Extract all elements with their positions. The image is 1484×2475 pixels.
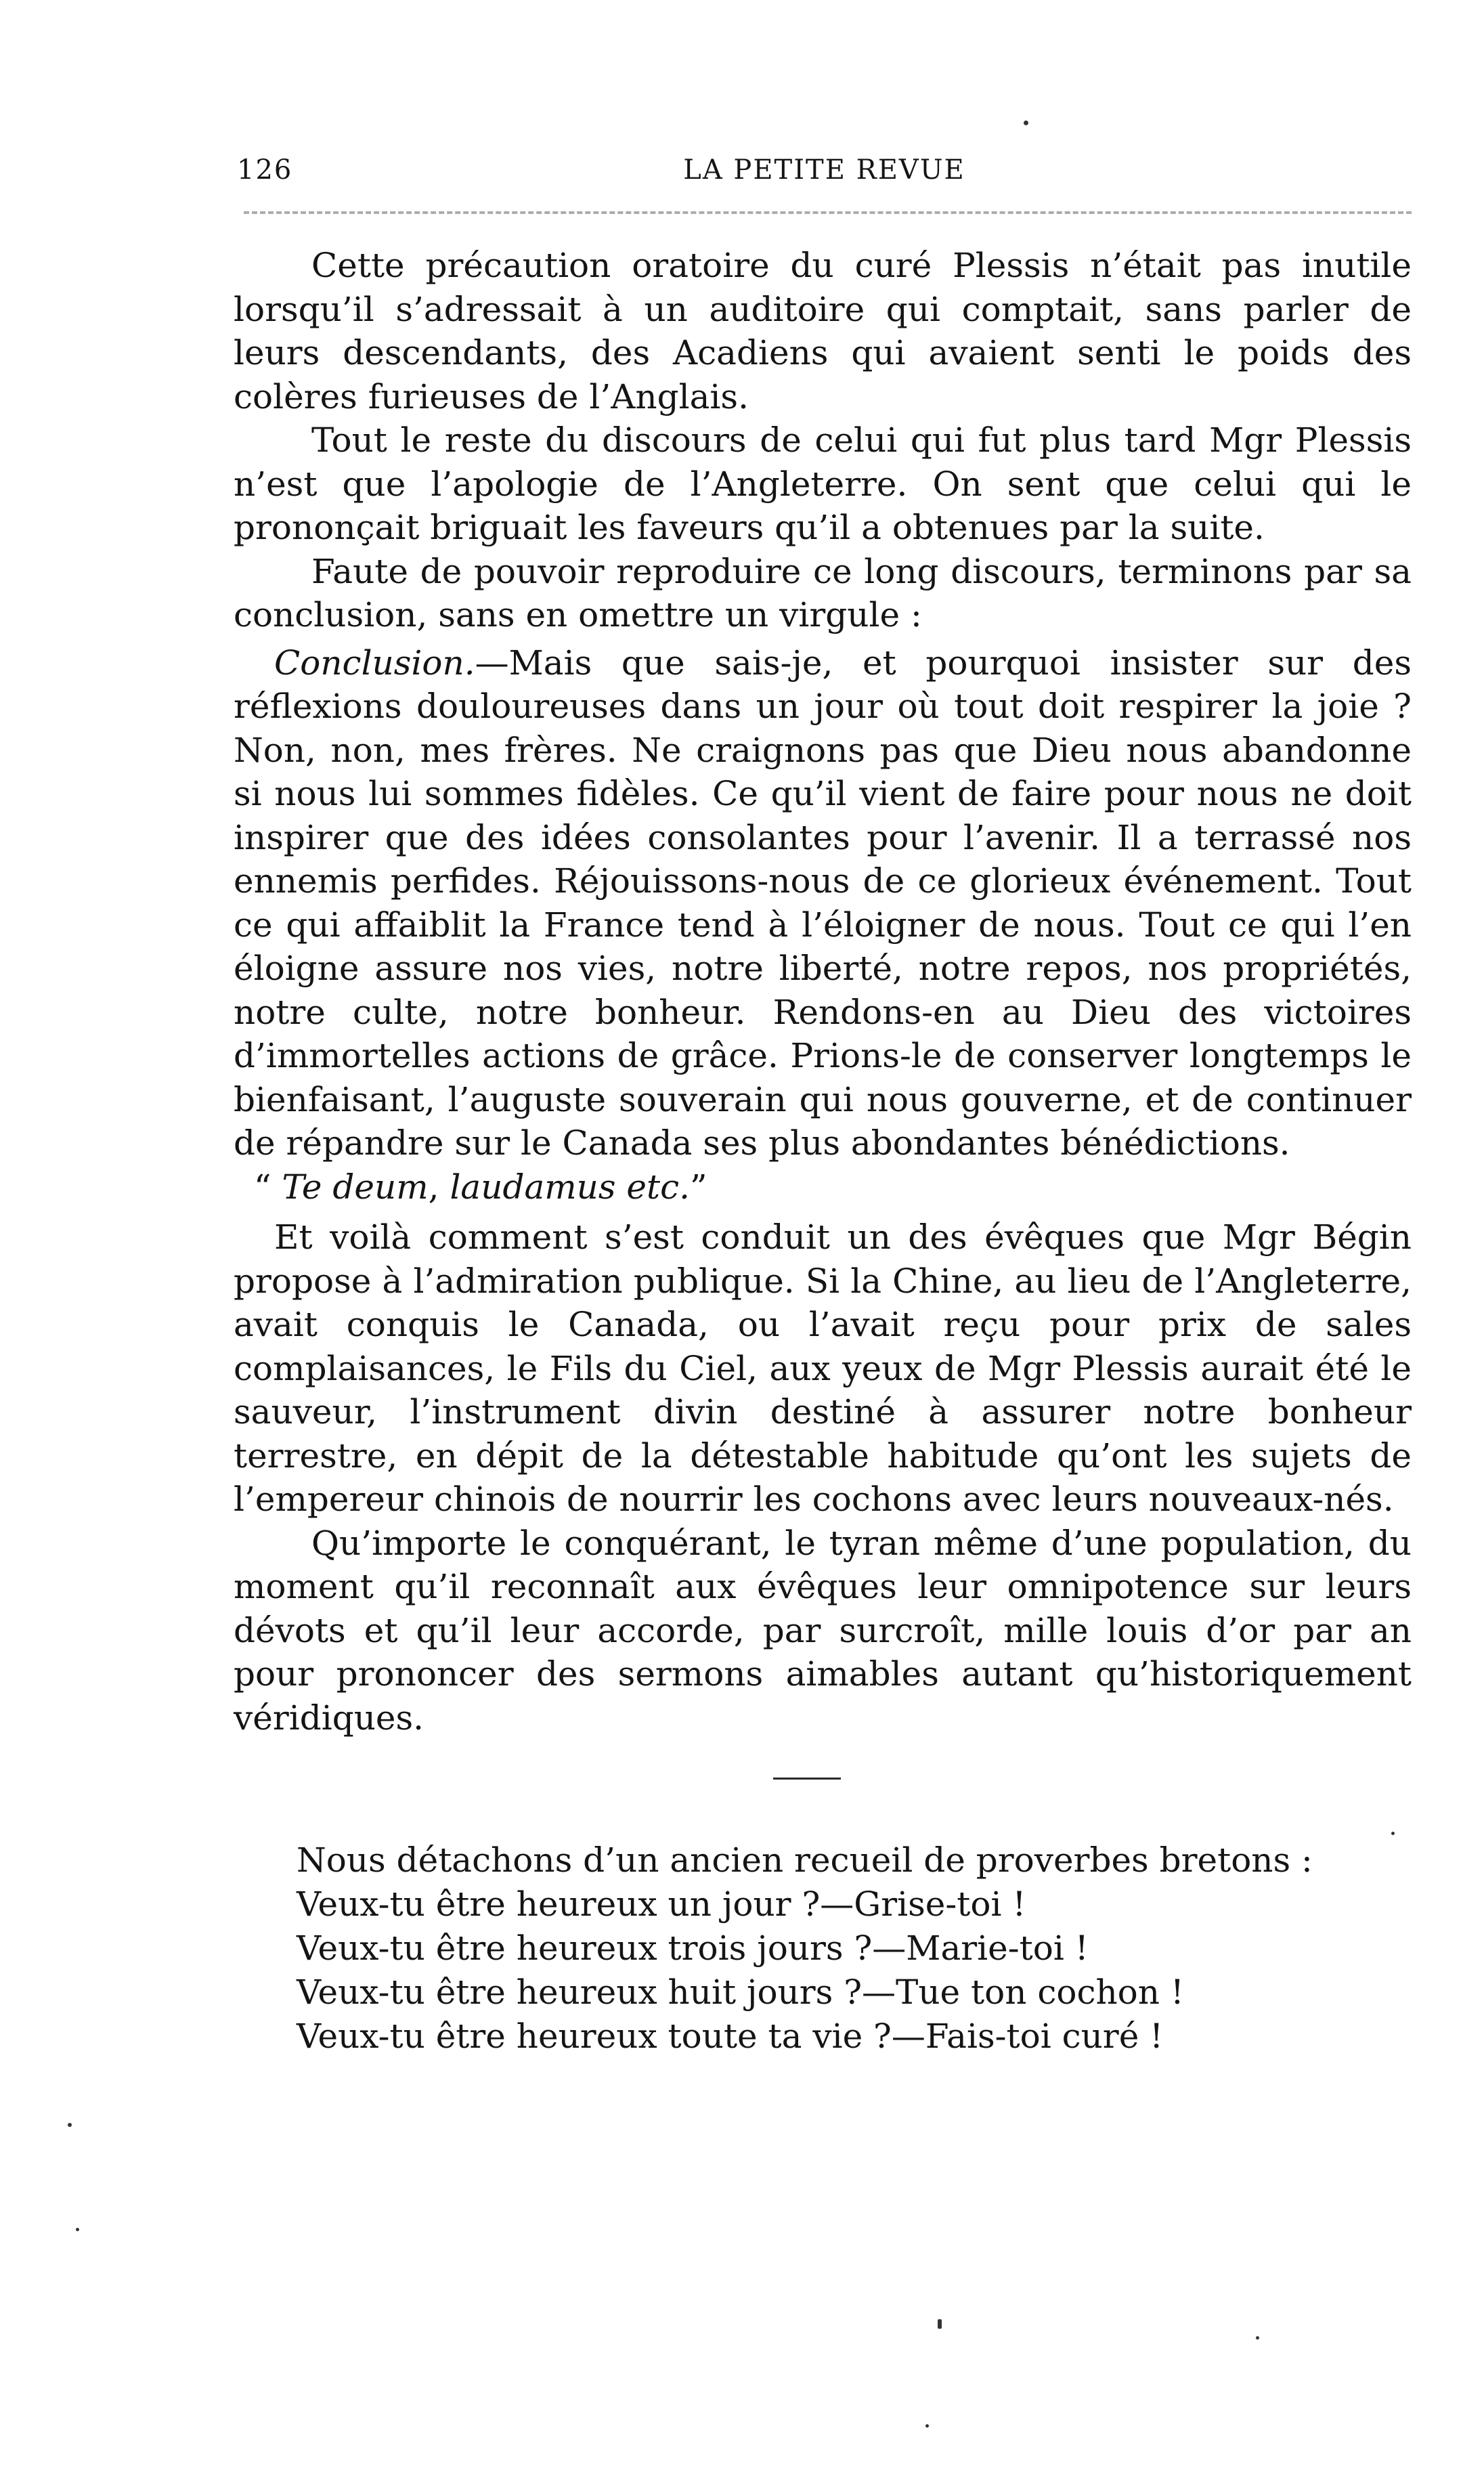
paragraph-1: Cette précaution oratoire du curé Plessis n’était pas inutile lorsqu’il s’adressait à un auditoire qui comptait, sans parler de leurs descendants, des Acadiens qui avaient senti le poids des colères furieuses de l’Anglais. [234, 246, 1412, 416]
te-deum-text: Te deum [282, 1167, 429, 1207]
proverbs-list [297, 1882, 1414, 2059]
paragraph-2: Tout le reste du discours de celui qui fut plus tard Mgr Plessis n’est que l’apologie de l’Angleterre. On sent que celui qui le prononçait briguait les faveurs qu’il a obtenues par la suite. [234, 421, 1412, 547]
scan-speck [76, 2228, 79, 2231]
conclusion-text: —Mais que sais-je, et pourquoi insister sur des réflexions douloureuses dans un jour où tout doit respirer la joie ? Non, non, mes frères. Ne craignons pas que Dieu nous abandonne si nous lui sommes fidèles. Ce qu’il vient de faire pour nous ne doit inspirer que des idées consolantes pour l’avenir. Il a terrassé nos ennemis perfides. Réjouissons-nous de ce glorieux événement. Tout ce qui affaiblit la France tend à l’éloigner de nous. Tout ce qui l’en éloigne assure nos vies, notre liberté, notre repos, nos propriétés, notre culte, notre bonheur. Rendons-en au Dieu des victoires d’immortelles actions de grâce. Prions-le de conserver longtemps le bienfaisant, l’auguste souverain qui nous gouverne, et de continuer de répandre sur le Canada ses plus abondantes bénédictions. [234, 643, 1412, 1163]
section-separator [773, 1778, 841, 1780]
running-title: LA PETITE REVUE [683, 154, 965, 186]
laudamus-text: laudamus etc. [450, 1167, 691, 1207]
page-number: 126 [237, 154, 293, 186]
paragraph-3: Faute de pouvoir reproduire ce long discours, terminons par sa conclusion, sans en omettre un virgule : [234, 551, 1412, 634]
proverbs-section [297, 1838, 1414, 2059]
proverb-line: Veux-tu être heureux toute ta vie ?—Fais-toi curé ! [297, 2017, 1164, 2056]
scan-speck [925, 2424, 929, 2428]
scan-speck [1391, 1832, 1395, 1835]
proverb-line: Veux-tu être heureux un jour ?—Grise-toi ! [297, 1885, 1026, 1924]
quote-comma: , [428, 1167, 450, 1207]
proverb-line: Veux-tu être heureux huit jours ?—Tue ton cochon ! [297, 1973, 1184, 2012]
proverbs-intro: Nous détachons d’un ancien recueil de proverbes bretons : [297, 1841, 1313, 1880]
paragraph-5: Qu’importe le conquérant, le tyran même d’une population, du moment qu’il reconnaît aux évêques leur omnipotence sur leurs dévots et qu’il leur accorde, par surcroît, mille louis d’or par an pour prononcer des sermons aimables autant qu’historiquement véridiques. [234, 1523, 1412, 1738]
scan-speck [1024, 121, 1028, 125]
scan-speck [1256, 2336, 1259, 2340]
running-head [237, 154, 1412, 195]
paragraph-4: Et voilà comment s’est conduit un des évêques que Mgr Bégin propose à l’admiration publique. Si la Chine, au lieu de l’Angleterre, avait conquis le Canada, ou l’avait reçu pour prix de sales complaisances, le Fils du Ciel, aux yeux de Mgr Plessis aurait été le sauveur, l’instrument divin destiné à assurer notre bonheur terrestre, en dépit de la détestable habitude qu’ont les sujets de l’empereur chinois de nourrir les cochons avec leurs nouveaux-nés. [234, 1218, 1412, 1519]
proverb-line: Veux-tu être heureux trois jours ?—Marie-toi ! [297, 1929, 1089, 1968]
conclusion-lead: Conclusion. [274, 643, 475, 683]
conclusion-quote [234, 641, 1412, 1165]
header-rule [244, 211, 1412, 214]
scan-speck [68, 2123, 72, 2127]
main-text [234, 244, 1412, 1740]
quote-open: “ [254, 1167, 282, 1207]
te-deum-line [234, 1165, 1412, 1209]
quote-close: ” [690, 1167, 707, 1207]
scan-speck [938, 2319, 942, 2329]
